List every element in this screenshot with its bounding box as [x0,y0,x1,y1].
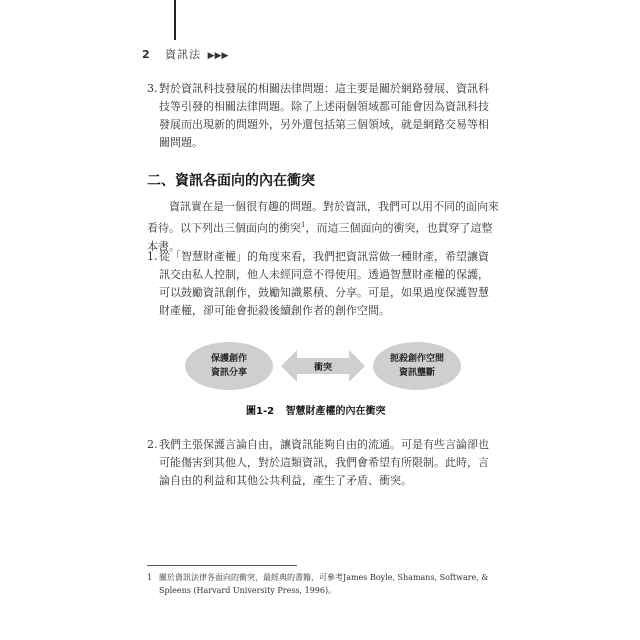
header-arrows-icon: ▶▶▶ [207,51,229,61]
diagram-node-protect [185,342,273,390]
list-text: 從「智慧財產權」的角度來看，我們把資訊當做一種財產，希望讓資訊交由私人控制，他人未經同意不得使用。透過智慧財產權的保護，可以鼓勵資訊創作，鼓勵知識累積、分享。可是，如果過度保護智慧財產權，卻可能會扼殺後續創作者的創作空間。 [159,250,489,317]
footnote-text: 關於資訊法律各面向的衝突，最經典的書籍，可參考James Boyle, Shamans, Software, & Spleens (Harvard University Press, 1996)。 [159,573,489,595]
figure-title: 智慧財產權的內在衝突 [285,406,386,417]
footnote-ref: 1 [301,221,306,229]
footnote [147,571,499,597]
section-heading: 二、資訊各面向的內在衝突 [147,173,315,189]
figure-caption [246,402,386,417]
figure-number: 圖1-2 [246,406,275,417]
list-item-3 [147,80,499,152]
intro-text-before: 資訊實在是一個很有趣的問題。對於資訊，我們可以用不同的面向來看待。以下列出三個面向的衝突 [147,200,499,235]
list-number: 3. [147,82,158,95]
list-text: 我們主張保護言論自由，讓資訊能夠自由的流通。可是有些言論卻也可能傷害到其他人，對於這類資訊，我們會希望有所限制。此時，言論自由的利益和其他公共利益，產生了矛盾、衝突。 [159,438,489,487]
node-label: 資訊分享 [210,368,247,378]
list-item-1 [147,248,499,320]
list-number: 1. [147,250,158,263]
intro-text-after: ，而這三個面向的衝突，也貫穿了這整本書。 [147,221,493,253]
footnote-divider [147,565,297,566]
diagram-node-stifle [373,342,461,390]
page-number: 2 [142,48,151,61]
intro-paragraph [147,198,499,256]
list-text: 對於資訊科技發展的相關法律問題：這主要是關於網路發展、資訊科技等引發的相關法律問題。除了上述兩個領域都可能會因為資訊科技發展而出現新的問題外，另外還包括第三個領域，就是網路交易等相關問題。 [159,82,489,149]
chapter-title: 資訊法 [165,48,202,61]
node-label: 保護創作 [210,354,247,364]
running-header [142,46,228,62]
diagram-conflict-label: 衝突 [313,362,332,373]
header-rule [174,0,176,40]
conflict-diagram [185,342,465,402]
node-label: 扼殺創作空間 [389,354,444,364]
node-label: 資訊壟斷 [398,368,435,378]
list-item-2 [147,436,499,490]
footnote-number: 1 [147,573,153,582]
list-number: 2. [147,438,158,451]
